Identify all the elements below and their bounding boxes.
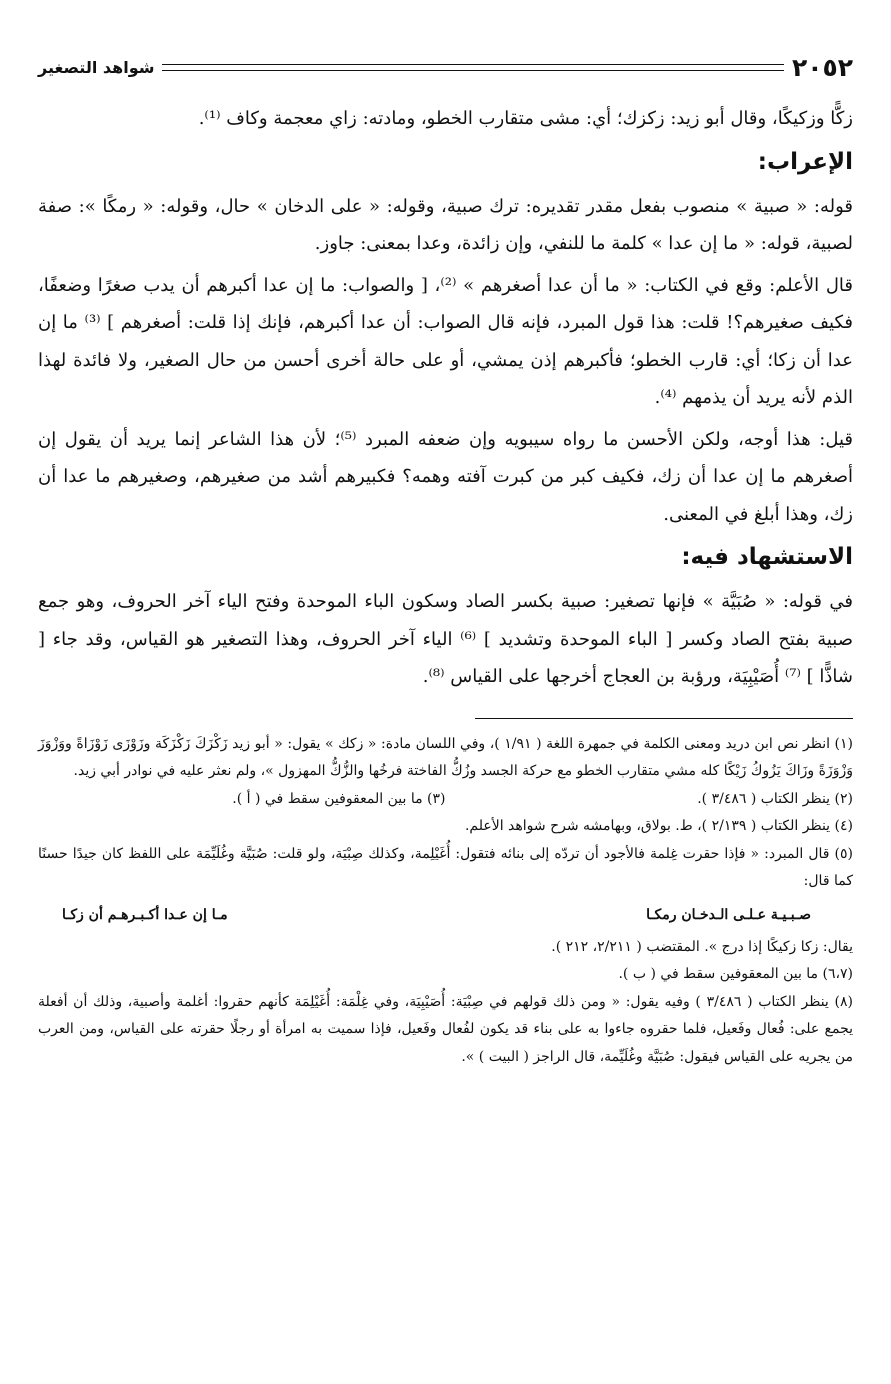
running-title: شواهد التصغير <box>38 57 155 77</box>
footnote-8: (٨) ينظر الكتاب ( ٣/٤٨٦ ) وفيه يقول: « ومن ذلك قولهم في صِبْيَة: أُصَيْبِيَة، وفي غِلْمَة: أُغَيْلِمَة كأنهم حقروا: أغلمة وأصبية، وذلك أن أفعلة يجمع على: فُعال وفَعيل، فلما حقروه جاءوا به على بناء قد يكون لفُعال وفَعيل، فإذا سميت به امرأة أو رجلًا حقرته على القياس، ومن العرب من يجريه على القياس فيقول: صُبَيَّة وغُلَيِّمة، قال الراجز ( البيت ) ». <box>38 993 853 1065</box>
verse-line <box>38 900 853 930</box>
alam-paragraph: قال الأعلم: وقع في الكتاب: « ما أن عدا أصغرهم » ⁽²⁾، [ والصواب: ما إن عدا أكبرهم أن يدب صغرًا وضعفًا، فكيف صغيرهم؟! قلت: هذا قول المبرد، فإنه قال الصواب: أن عدا أكبرهم، فإنك إذا قلت: أصغرهم ] ⁽³⁾ ما إن عدا أن زكا؛ أي: قارب الخطو؛ فأكبرهم إذن يمشي، أو على حالة أخرى أحسن من حال الصغير، ولا فائدة لهذا الذم لأنه يريد أن يذمهم ⁽⁴⁾. <box>38 274 854 408</box>
footnote-5-continuation: يقال: زكا زكيكًا إذا درج ». المقتضب ( ٢/٢١١، ٢١٢ ). <box>551 938 853 955</box>
running-header <box>38 50 853 84</box>
page-number: ٢٠٥٢ <box>791 52 853 82</box>
section-heading-irab: الإعراب: <box>757 148 853 175</box>
footnote-separator <box>475 718 853 719</box>
main-text <box>38 100 853 696</box>
footnote-1: (١) انظر نص ابن دريد ومعنى الكلمة في جمهرة اللغة ( ١/٩١ )، وفي اللسان مادة: « زكك » يقول: « أبو زيد زَكْزَكَ زَكْزَكَة وزَوْزَى زَوْزَاةً ووَزْوَزَ وَزْوَزَةً وزَاكَ يَزُوكُ زَيْكًا كله مشي متقارب الخطو مع حركة الجسد وزُكُّ الفاختة فرخُها والزُّكُّ المهزول »، ولم نعثر عليه في نوادر أبي زيد. <box>38 735 853 779</box>
verse-second-hemistich: مـا إن عـدا أكـبـرهـم أن زكـا <box>62 906 228 923</box>
footnote-4: (٤) ينظر الكتاب ( ٢/١٣٩ )، ط. بولاق، وبهامشه شرح شواهد الأعلم. <box>464 818 853 834</box>
qil-paragraph: قيل: هذا أوجه، ولكن الأحسن ما رواه سيبويه وإن ضعفه المبرد ⁽⁵⁾؛ لأن هذا الشاعر إنما يريد أن يقول إن أصغرهم ما إن عدا أن زك، فكيف كبر من كبرت آفته وهمه؟ فكبيرهم أشد من صغيرهم، وصغيرهم ما عدا أن زك، وهذا أبلغ في المعنى. <box>38 428 853 525</box>
footnote-3: (٣) ما بين المعقوفين سقط في ( أ ). <box>232 790 446 807</box>
header-double-rule <box>162 64 783 71</box>
footnote-6-7: (٦،٧) ما بين المعقوفين سقط في ( ب ). <box>618 966 853 982</box>
book-page <box>38 50 853 1071</box>
footnote-5: (٥) قال المبرد: « فإذا حقرت غِلمة فالأجود أن تردّه إلى بنائه فتقول: أُغَيْلِمة، وكذلك صِبْيَة، ولو قلت: صُبَيَّة وغُلَيِّمَة على اللفظ كان جيدًا حسنًا كما قال: <box>38 845 853 889</box>
istishhad-paragraph: في قوله: « صُبَيَّة » فإنها تصغير: صبية بكسر الصاد وسكون الباء الموحدة وفتح الياء آخر الحروف، وهو جمع صبية بفتح الصاد وكسر [ الباء الموحدة وتشديد ] ⁽⁶⁾ الياء آخر الحروف، وهذا التصغير هو القياس، وقد جاء [ شاذًّا ] ⁽⁷⁾ أُصَيْبِيَة، ورؤبة بن العجاج أخرجها على القياس ⁽⁸⁾. <box>38 591 854 687</box>
footnote-row-2-3 <box>38 786 853 814</box>
verse-first-hemistich: صـبـيـة عـلـى الـدخـان رمكـا <box>646 906 811 923</box>
footnotes <box>38 731 853 1072</box>
irab-paragraph: قوله: « صبية » منصوب بفعل مقدر تقديره: ترك صبية، وقوله: « على الدخان » حال، وقوله: « رمكًا »: صفة لصبية، قوله: « ما إن عدا » كلمة ما للنفي، وإن زائدة، وعدا بمعنى: جاوز. <box>38 195 853 254</box>
footnote-2: (٢) ينظر الكتاب ( ٣/٤٨٦ ). <box>697 790 853 807</box>
section-heading-istishhad: الاستشهاد فيه: <box>681 544 853 570</box>
intro-paragraph: زكًّا وزكيكًا، وقال أبو زيد: زكزك؛ أي: مشى متقارب الخطو، ومادته: زاي معجمة وكاف ⁽¹⁾. <box>198 108 853 129</box>
